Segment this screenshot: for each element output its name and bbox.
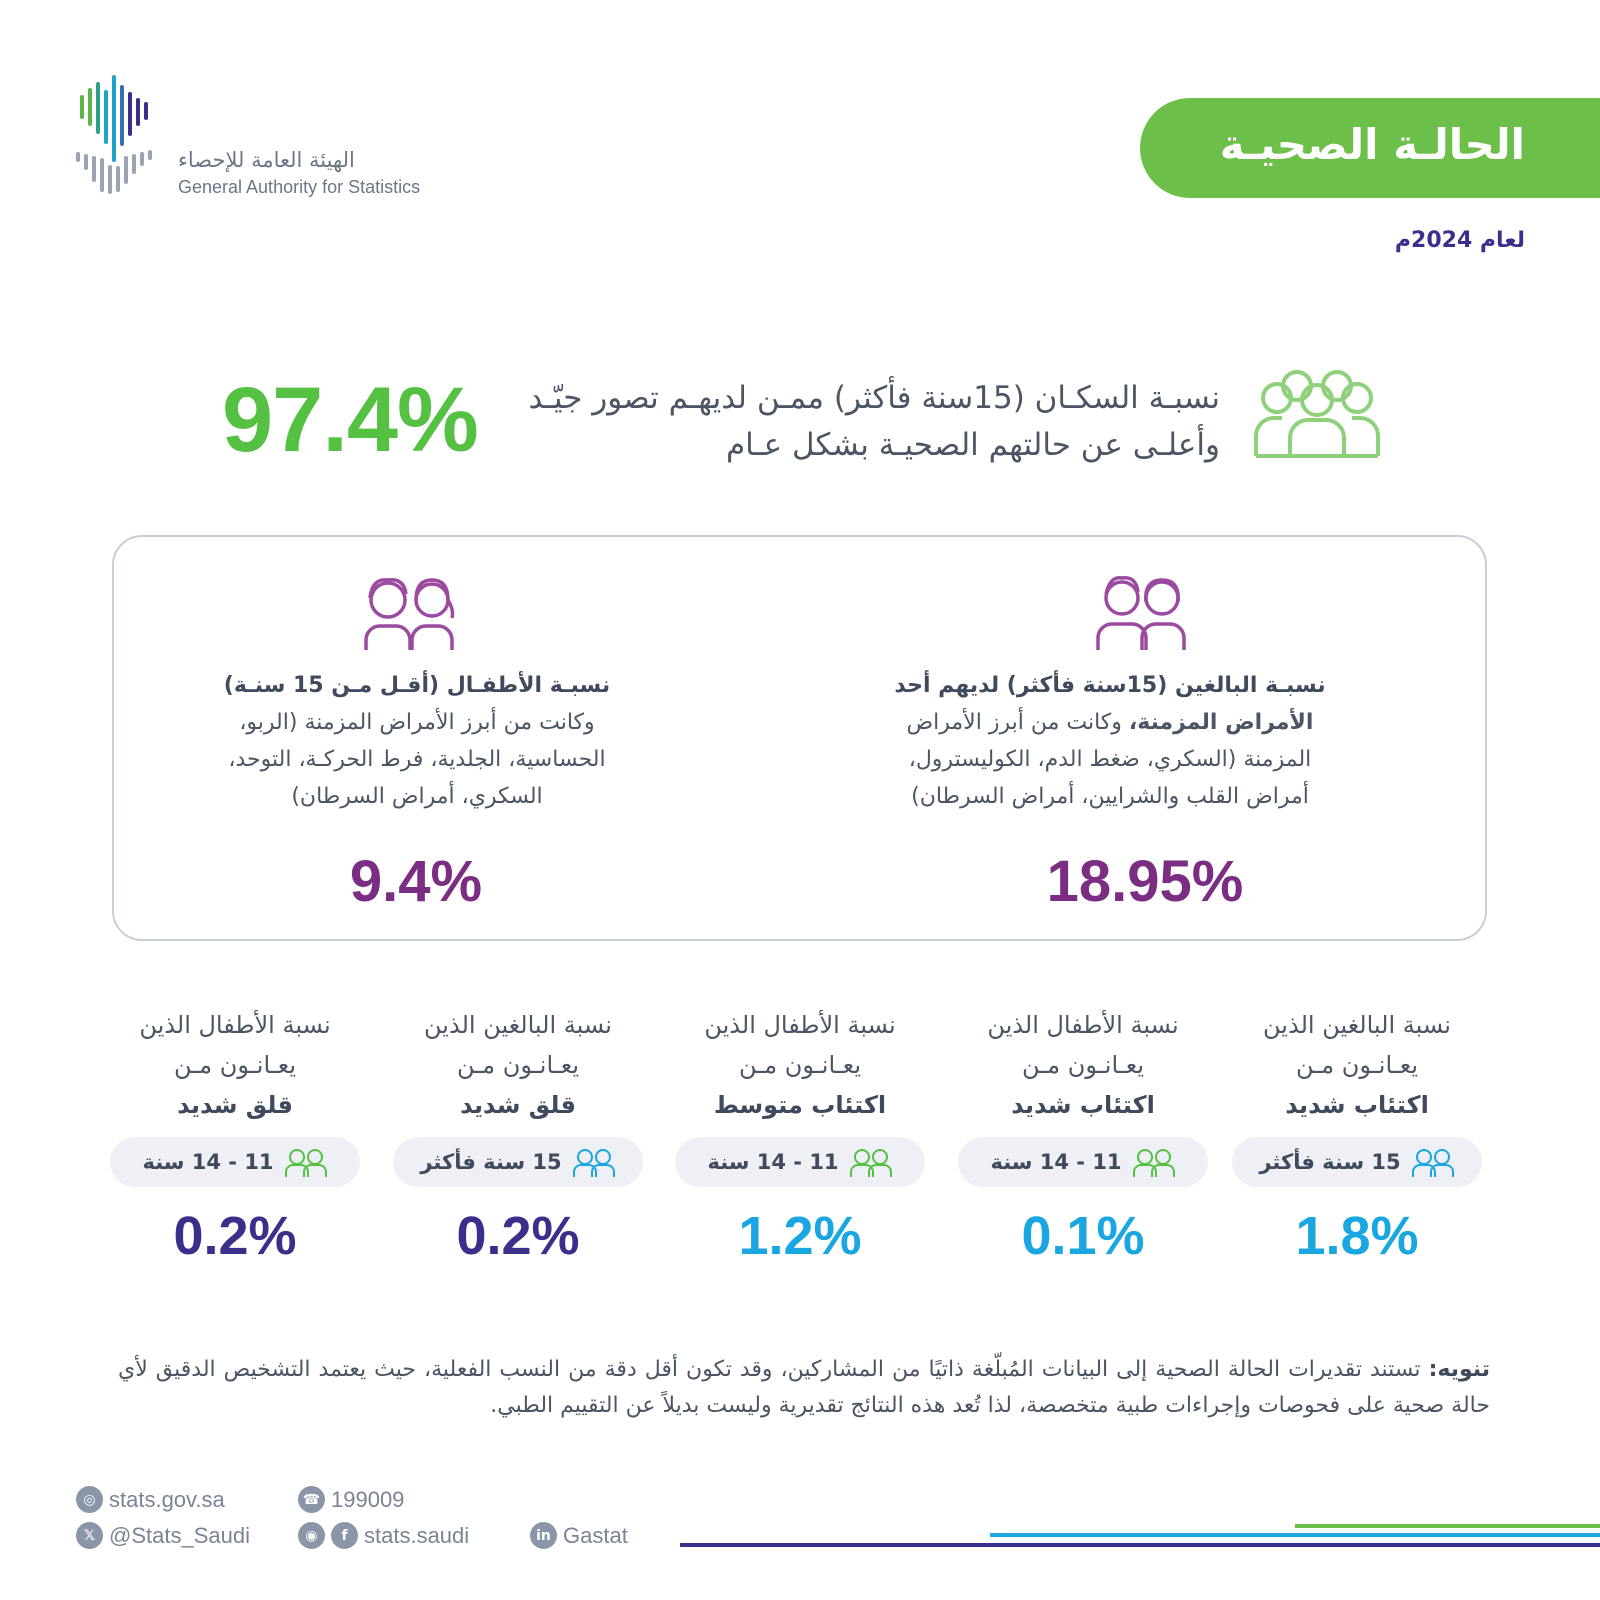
mh-line1: نسبة الأطفال الذين bbox=[704, 1011, 896, 1039]
mh-line2: يعـانـون مـن bbox=[173, 1051, 297, 1079]
mh-age: 11 - 14 سنة bbox=[142, 1150, 274, 1174]
adults-couple-icon bbox=[1092, 572, 1192, 652]
mh-age: 15 سنة فأكثر bbox=[420, 1150, 562, 1174]
children-pair-icon bbox=[1132, 1146, 1176, 1178]
footer-social[interactable] bbox=[298, 1522, 469, 1549]
children-pair-icon bbox=[284, 1146, 328, 1178]
phone-icon: ☎ bbox=[298, 1486, 325, 1513]
footer-social-text: stats.saudi bbox=[364, 1522, 470, 1548]
mh-age: 11 - 14 سنة bbox=[990, 1150, 1122, 1174]
adults-chronic-percentage: 18.95% bbox=[1046, 849, 1244, 914]
children-chronic-percentage: 9.4% bbox=[349, 849, 483, 914]
mh-percentage: 1.8% bbox=[1295, 1206, 1419, 1266]
mh-percentage: 0.2% bbox=[456, 1206, 580, 1266]
children-pair-icon bbox=[360, 572, 460, 652]
mh-line1: نسبة البالغين الذين bbox=[1263, 1011, 1451, 1039]
disclaimer-label: تنويه: bbox=[1428, 1357, 1490, 1382]
report-year: لعام 2024م bbox=[1394, 228, 1525, 253]
mh-age-pill bbox=[958, 1137, 1208, 1187]
footer-linkedin-text: Gastat bbox=[563, 1522, 628, 1548]
mh-card-children-severe-anxiety bbox=[110, 1005, 360, 1266]
footer-website-text: stats.gov.sa bbox=[109, 1486, 225, 1512]
mh-card-children-moderate-depression bbox=[675, 1005, 925, 1266]
linkedin-icon: in bbox=[530, 1522, 557, 1549]
disclaimer-note bbox=[118, 1352, 1490, 1424]
footer-phone-text: 199009 bbox=[331, 1486, 405, 1512]
decorative-lines bbox=[680, 1520, 1600, 1550]
mh-line2: يعـانـون مـن bbox=[1021, 1051, 1145, 1079]
footer-x-text: @Stats_Saudi bbox=[109, 1522, 250, 1548]
mh-percentage: 1.2% bbox=[738, 1206, 862, 1266]
children-chronic-description bbox=[192, 668, 642, 815]
footer-linkedin[interactable] bbox=[530, 1522, 628, 1549]
mh-line2: يعـانـون مـن bbox=[456, 1051, 580, 1079]
mh-age: 11 - 14 سنة bbox=[707, 1150, 839, 1174]
children-pair-icon bbox=[849, 1146, 893, 1178]
children-chronic-body: وكانت من أبرز الأمراض المزمنة (الربو، الحساسية، الجلدية، فرط الحركـة، التوحد، السكري، أمراض السرطان) bbox=[228, 710, 606, 809]
mh-percentage: 0.2% bbox=[173, 1206, 297, 1266]
mh-age-pill bbox=[675, 1137, 925, 1187]
mh-card-adults-severe-depression bbox=[1232, 1005, 1482, 1266]
mh-condition: قلق شديد bbox=[460, 1091, 576, 1119]
mh-condition: قلق شديد bbox=[177, 1091, 293, 1119]
mh-card-adults-severe-anxiety bbox=[393, 1005, 643, 1266]
mh-line2: يعـانـون مـن bbox=[738, 1051, 862, 1079]
mh-condition: اكتئاب شديد bbox=[1011, 1091, 1155, 1119]
globe-icon: ◎ bbox=[76, 1486, 103, 1513]
facebook-icon: f bbox=[331, 1522, 358, 1549]
mh-line1: نسبة الأطفال الذين bbox=[987, 1011, 1179, 1039]
disclaimer-text: تستند تقديرات الحالة الصحية إلى البيانات المُبلّغة ذاتيًا من المشاركين، وقد تكون أقل دقة من النسب الفعلية، حيث يعتمد التشخيص الدقيق لأي حالة صحية على فحوصات وإجراءات طبية متخصصة، لذا تُعد هذه النتائج تقديرية وليست بديلاً عن التقييم الطبي. bbox=[118, 1357, 1490, 1418]
mh-condition: اكتئاب متوسط bbox=[713, 1091, 887, 1119]
adults-chronic-body bbox=[885, 704, 1335, 815]
footer-website[interactable] bbox=[76, 1486, 225, 1513]
mh-age-pill bbox=[1232, 1137, 1482, 1187]
mh-age-pill bbox=[393, 1137, 643, 1187]
x-icon: 𝕏 bbox=[76, 1522, 103, 1549]
mh-age: 15 سنة فأكثر bbox=[1259, 1150, 1401, 1174]
logo-english-name: General Authority for Statistics bbox=[178, 177, 421, 197]
adults-chronic-heading: نسبـة البالغين (15سنة فأكثر) لديهم أحد bbox=[894, 673, 1326, 698]
footer-x-account[interactable] bbox=[76, 1522, 250, 1549]
mh-line1: نسبة البالغين الذين bbox=[424, 1011, 612, 1039]
group-people-icon bbox=[1252, 368, 1382, 460]
children-chronic-heading: نسبـة الأطفـال (أقـل مـن 15 سنـة) bbox=[223, 673, 611, 698]
mh-line1: نسبة الأطفال الذين bbox=[139, 1011, 331, 1039]
mh-age-pill bbox=[110, 1137, 360, 1187]
mh-line2: يعـانـون مـن bbox=[1295, 1051, 1419, 1079]
people-pair-icon bbox=[572, 1146, 616, 1178]
adults-chronic-description bbox=[885, 668, 1335, 815]
headline-percentage: 97.4% bbox=[222, 369, 478, 471]
headline-text: نسبـة السكـان (15سنة فأكثر) ممـن لديهـم تصور جيّـد وأعلـى عن حالتهم الصحيـة بشكل عـام bbox=[528, 380, 1220, 463]
logo-arabic-name: الهيئة العامة للإحصاء bbox=[178, 148, 355, 172]
footer-phone[interactable] bbox=[298, 1486, 404, 1513]
page-title: الحالـة الصحيـة bbox=[1219, 120, 1525, 169]
mh-percentage: 0.1% bbox=[1021, 1206, 1145, 1266]
people-pair-icon bbox=[1411, 1146, 1455, 1178]
mh-card-children-severe-depression bbox=[958, 1005, 1208, 1266]
instagram-icon: ◉ bbox=[298, 1522, 325, 1549]
adults-chronic-body-text: وكانت من أبرز الأمراض المزمنة (السكري، ضغط الدم، الكوليسترول، أمراض القلب والشرايين، أمراض السرطان) bbox=[906, 710, 1312, 809]
adults-chronic-heading-bold: الأمراض المزمنة، bbox=[1128, 710, 1314, 735]
mh-condition: اكتئاب شديد bbox=[1285, 1091, 1429, 1119]
